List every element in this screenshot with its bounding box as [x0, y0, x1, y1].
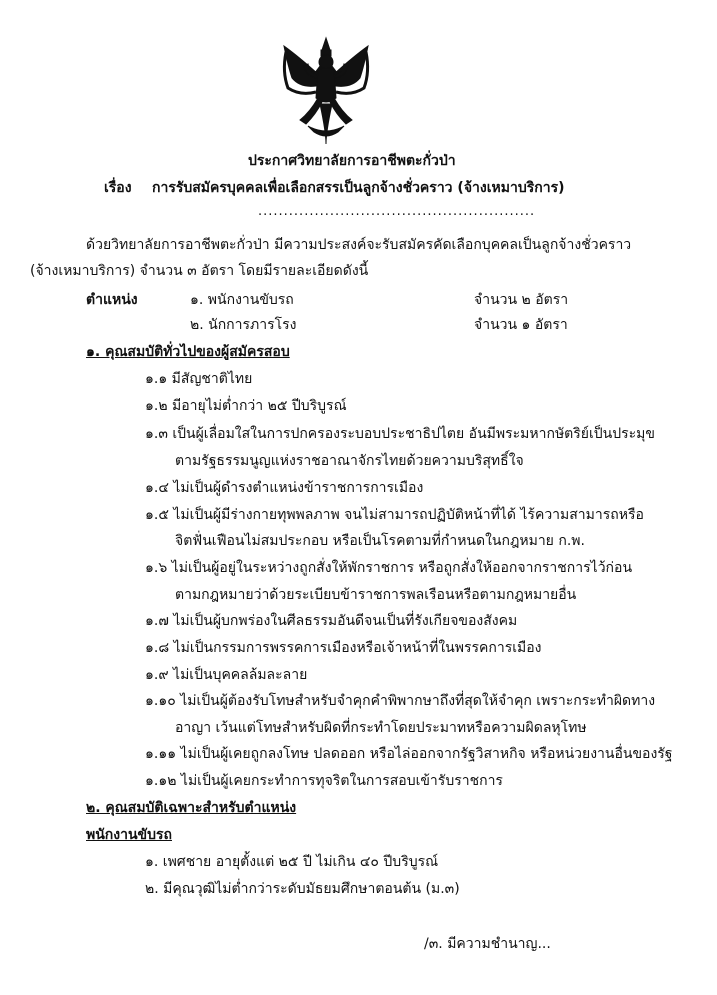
- list-item: ๑.๓ เป็นผู้เลื่อมใสในการปกครองระบอบประชาธิปไตย อันมีพระมหากษัตริย์เป็นประมุข: [145, 426, 655, 442]
- position-name: ๒. นักการภารโรง: [190, 317, 297, 333]
- position-count: จำนวน ๒ อัตรา: [474, 292, 569, 308]
- separator-dots: ......................................................: [258, 204, 536, 219]
- list-item: ๑.๖ ไม่เป็นผู้อยู่ในระหว่างถูกสั่งให้พักราชการ หรือถูกสั่งให้ออกจากราชการไว้ก่อน: [145, 560, 633, 576]
- intro-line-1: ด้วยวิทยาลัยการอาชีพตะกั่วป่า มีความประสงค์จะรับสมัครคัดเลือกบุคคลเป็นลูกจ้างชั่วคราว: [86, 237, 632, 253]
- subject-label: เรื่อง: [104, 180, 132, 196]
- list-item: ๑. เพศชาย อายุตั้งแต่ ๒๕ ปี ไม่เกิน ๔๐ ปีบริบูรณ์: [145, 854, 439, 870]
- list-item: ๑.๙ ไม่เป็นบุคคลล้มละลาย: [145, 667, 308, 683]
- list-item-continuation: จิตฟั่นเฟือนไม่สมประกอบ หรือเป็นโรคตามที่กำหนดในกฎหมาย ก.พ.: [175, 533, 585, 549]
- section-1-heading: ๑. คุณสมบัติทั่วไปของผู้สมัครสอบ: [86, 344, 290, 360]
- list-item: ๑.๘ ไม่เป็นกรรมการพรรคการเมืองหรือเจ้าหน้าที่ในพรรคการเมือง: [145, 640, 542, 656]
- position-count: จำนวน ๑ อัตรา: [474, 317, 568, 333]
- list-item: ๑.๒ มีอายุไม่ต่ำกว่า ๒๕ ปีบริบูรณ์: [145, 398, 347, 414]
- positions-label: ตำแหน่ง: [86, 292, 138, 308]
- list-item: ๑.๑ มีสัญชาติไทย: [145, 371, 253, 387]
- list-item: ๒. มีคุณวุฒิไม่ต่ำกว่าระดับมัธยมศึกษาตอนต้น (ม.๓): [145, 881, 460, 897]
- list-item-continuation: ตามรัฐธรรมนูญแห่งราชอาณาจักรไทยด้วยความบริสุทธิ์ใจ: [175, 453, 524, 469]
- announcement-title: ประกาศวิทยาลัยการอาชีพตะกั่วป่า: [248, 153, 456, 169]
- list-item: ๑.๕ ไม่เป็นผู้มีร่างกายทุพพลภาพ จนไม่สามารถปฏิบัติหน้าที่ได้ ไร้ความสามารถหรือ: [145, 507, 644, 523]
- list-item: ๑.๑๐ ไม่เป็นผู้ต้องรับโทษสำหรับจำคุกคำพิพากษาถึงที่สุดให้จำคุก เพราะกระทำผิดทาง: [145, 693, 656, 709]
- list-item-continuation: ตามกฎหมายว่าด้วยระเบียบข้าราชการพลเรือนหรือตามกฎหมายอื่น: [175, 587, 577, 603]
- list-item: ๑.๗ ไม่เป็นผู้บกพร่องในศีลธรรมอันดีจนเป็นที่รังเกียจของสังคม: [145, 613, 518, 629]
- subject-text: การรับสมัครบุคคลเพื่อเลือกสรรเป็นลูกจ้างชั่วคราว (จ้างเหมาบริการ): [152, 180, 565, 196]
- list-item: ๑.๑๑ ไม่เป็นผู้เคยถูกลงโทษ ปลดออก หรือไล่ออกจากรัฐวิสาหกิจ หรือหน่วยงานอื่นของรัฐ: [145, 746, 673, 762]
- list-item-continuation: อาญา เว้นแต่โทษสำหรับผิดที่กระทำโดยประมาทหรือความผิดลหุโทษ: [175, 720, 587, 736]
- continuation-note: /๓. มีความชำนาญ...: [424, 936, 551, 952]
- section-2-heading: ๒. คุณสมบัติเฉพาะสำหรับตำแหน่ง: [86, 800, 297, 816]
- garuda-emblem-icon: [278, 36, 374, 148]
- intro-line-2: (จ้างเหมาบริการ) จำนวน ๓ อัตรา โดยมีรายละเอียดดังนี้: [30, 263, 369, 279]
- position-name: ๑. พนักงานขับรถ: [190, 292, 294, 308]
- list-item: ๑.๑๒ ไม่เป็นผู้เคยกระทำการทุจริตในการสอบเข้ารับราชการ: [145, 773, 503, 789]
- list-item: ๑.๔ ไม่เป็นผู้ดำรงตำแหน่งข้าราชการการเมือง: [145, 480, 424, 496]
- section-2-subheading: พนักงานขับรถ: [86, 827, 172, 843]
